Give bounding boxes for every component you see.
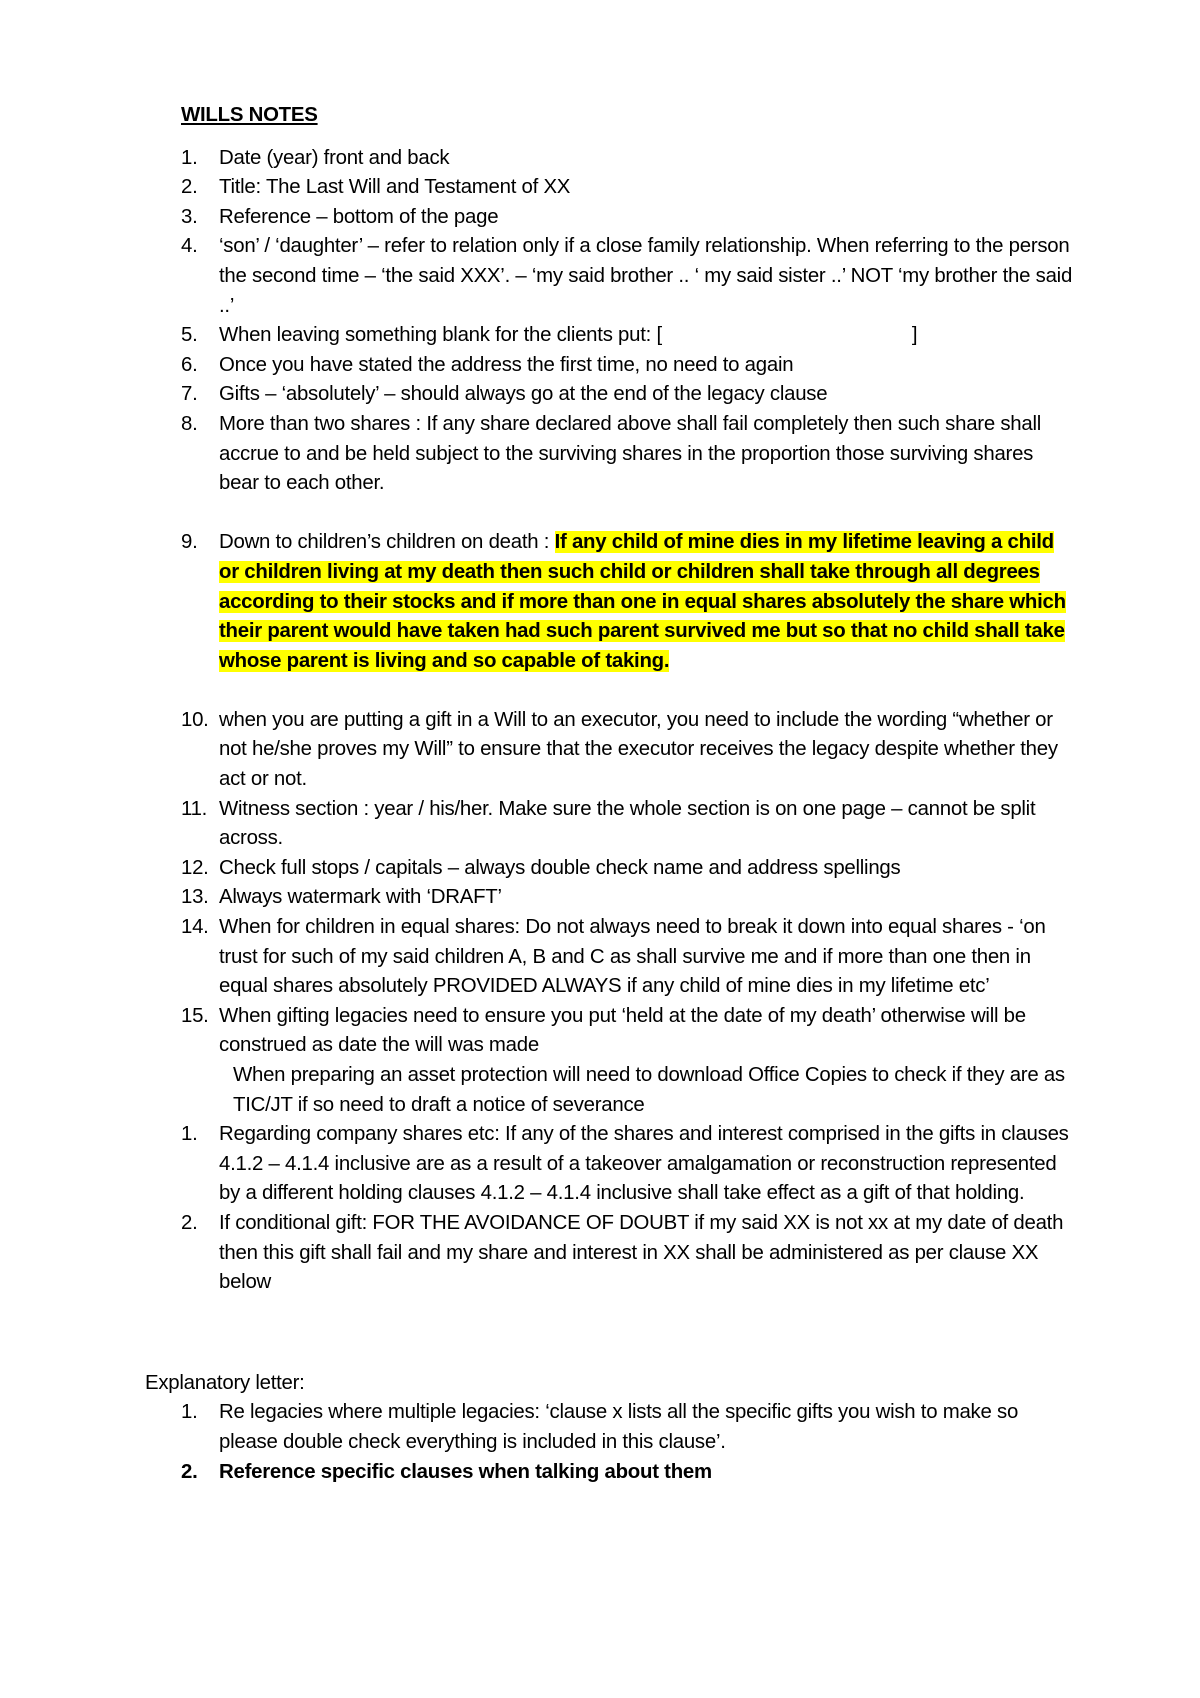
list-item-text: ‘son’ / ‘daughter’ – refer to relation only if a close family relationship. When referring to the person the second time – ‘the said XXX’. – ‘my said brother .. ‘ my said sister ..’ NOT ‘my brother the said ..’	[219, 235, 1073, 317]
list-item	[145, 380, 1075, 410]
list-item-number: 4.	[181, 235, 198, 258]
list-item-number: 5.	[181, 324, 198, 347]
list-item-number: 9.	[181, 531, 198, 554]
list-item-text: When gifting legacies need to ensure you put ‘held at the date of my death’ otherwise will be construed as date the will was made	[219, 1004, 1026, 1057]
list-item-text: Title: The Last Will and Testament of XX	[219, 176, 571, 199]
list-item-text: when you are putting a gift in a Will to an executor, you need to include the wording “whether or not he/she proves my Will” to ensure that the executor receives the legacy despite whether they act or not.	[219, 708, 1058, 791]
list-item	[145, 203, 1075, 233]
list-item	[145, 1458, 1075, 1488]
list-item	[145, 1120, 1075, 1209]
list-item-text: More than two shares : If any share declared above shall fail completely then such share shall accrue to and be held subject to the surviving shares in the proportion those surviving shares bear to each other.	[219, 412, 1042, 495]
explanatory-letter-list	[145, 1398, 1075, 1487]
list-item	[145, 1002, 1075, 1061]
list-item-text: When for children in equal shares: Do not always need to break it down into equal shares - ‘on trust for such of my said children A, B and C as shall survive me and if more than one then in equal shares absolutely PROVIDED ALWAYS if any child of mine dies in my lifetime etc’	[219, 916, 1046, 998]
list-item-number: 1.	[181, 146, 198, 169]
list-item-text: Regarding company shares etc: If any of the shares and interest comprised in the gifts in clauses 4.1.2 – 4.1.4 inclusive are as a result of a takeover amalgamation or reconstruction represented by a different holding clauses 4.1.2 – 4.1.4 inclusive shall take effect as a gift of that holding.	[219, 1123, 1069, 1205]
list-item-text: Date (year) front and back	[219, 146, 450, 169]
list-item	[145, 883, 1075, 913]
document-body	[145, 101, 1075, 1487]
list-item-text: Once you have stated the address the first time, no need to again	[219, 353, 794, 376]
list-item	[145, 232, 1075, 321]
list-item	[145, 144, 1075, 174]
list-item	[145, 854, 1075, 884]
notes-list-continued	[145, 1120, 1075, 1298]
list-item-text: Gifts – ‘absolutely’ – should always go at the end of the legacy clause	[219, 383, 828, 406]
list-item-number: 2.	[181, 1211, 198, 1234]
list-item-number: 1.	[181, 1401, 198, 1424]
list-item-text: When leaving something blank for the clients put: [	[219, 324, 662, 347]
list-item	[145, 913, 1075, 1002]
list-item-number: 1.	[181, 1123, 198, 1146]
list-item	[145, 1209, 1075, 1298]
list-item-number: 13.	[181, 886, 209, 909]
list-item	[145, 410, 1075, 499]
list-item-number: 14.	[181, 916, 209, 939]
highlighted-clause: If any child of mine dies in my lifetime leaving a child or children living at my death then such child or children shall take through all degrees according to their stocks and if more than one in equal shares absolutely the share which their parent would have taken had such parent survived me but so that no child shall take whose parent is living and so capable of taking.	[219, 531, 1066, 672]
list-item-text: If conditional gift: FOR THE AVOIDANCE OF DOUBT if my said XX is not xx at my date of death then this gift shall fail and my share and interest in XX shall be administered as per clause XX below	[219, 1211, 1064, 1294]
list-item-number: 6.	[181, 353, 198, 376]
list-item-text: Reference specific clauses when talking about them	[219, 1460, 712, 1483]
list-item	[145, 528, 1075, 676]
explanatory-letter-heading: Explanatory letter:	[145, 1371, 305, 1394]
list-item	[145, 795, 1075, 854]
list-item	[145, 321, 1075, 351]
asset-protection-note: When preparing an asset protection will need to download Office Copies to check if they are as TIC/JT if so need to draft a notice of severance	[233, 1064, 1065, 1116]
list-item-text: Down to children’s children on death :	[219, 531, 555, 554]
page-title: WILLS NOTES	[181, 104, 318, 126]
list-item	[145, 173, 1075, 203]
list-item-number: 10.	[181, 708, 209, 731]
list-item-number: 12.	[181, 856, 209, 879]
list-item-number: 2.	[181, 1460, 198, 1483]
list-item-text: Check full stops / capitals – always double check name and address spellings	[219, 856, 901, 879]
list-item-number: 7.	[181, 383, 198, 406]
notes-list	[145, 144, 1075, 1061]
list-item	[145, 351, 1075, 381]
list-item-number: 8.	[181, 412, 198, 435]
list-item-number: 2.	[181, 176, 198, 199]
list-item-number: 11.	[181, 797, 208, 820]
list-item-text: Witness section : year / his/her. Make sure the whole section is on one page – cannot be split across.	[219, 797, 1036, 850]
list-item-text: Reference – bottom of the page	[219, 205, 499, 228]
list-item-text: Re legacies where multiple legacies: ‘clause x lists all the specific gifts you wish to make so please double check everything is included in this clause’.	[219, 1401, 1019, 1453]
list-item	[145, 1398, 1075, 1457]
list-item-text-end: ]	[911, 324, 918, 347]
list-item-number: 15.	[181, 1004, 209, 1027]
list-item-number: 3.	[181, 205, 198, 228]
list-item-text: Always watermark with ‘DRAFT’	[219, 886, 502, 909]
list-item	[145, 706, 1075, 795]
